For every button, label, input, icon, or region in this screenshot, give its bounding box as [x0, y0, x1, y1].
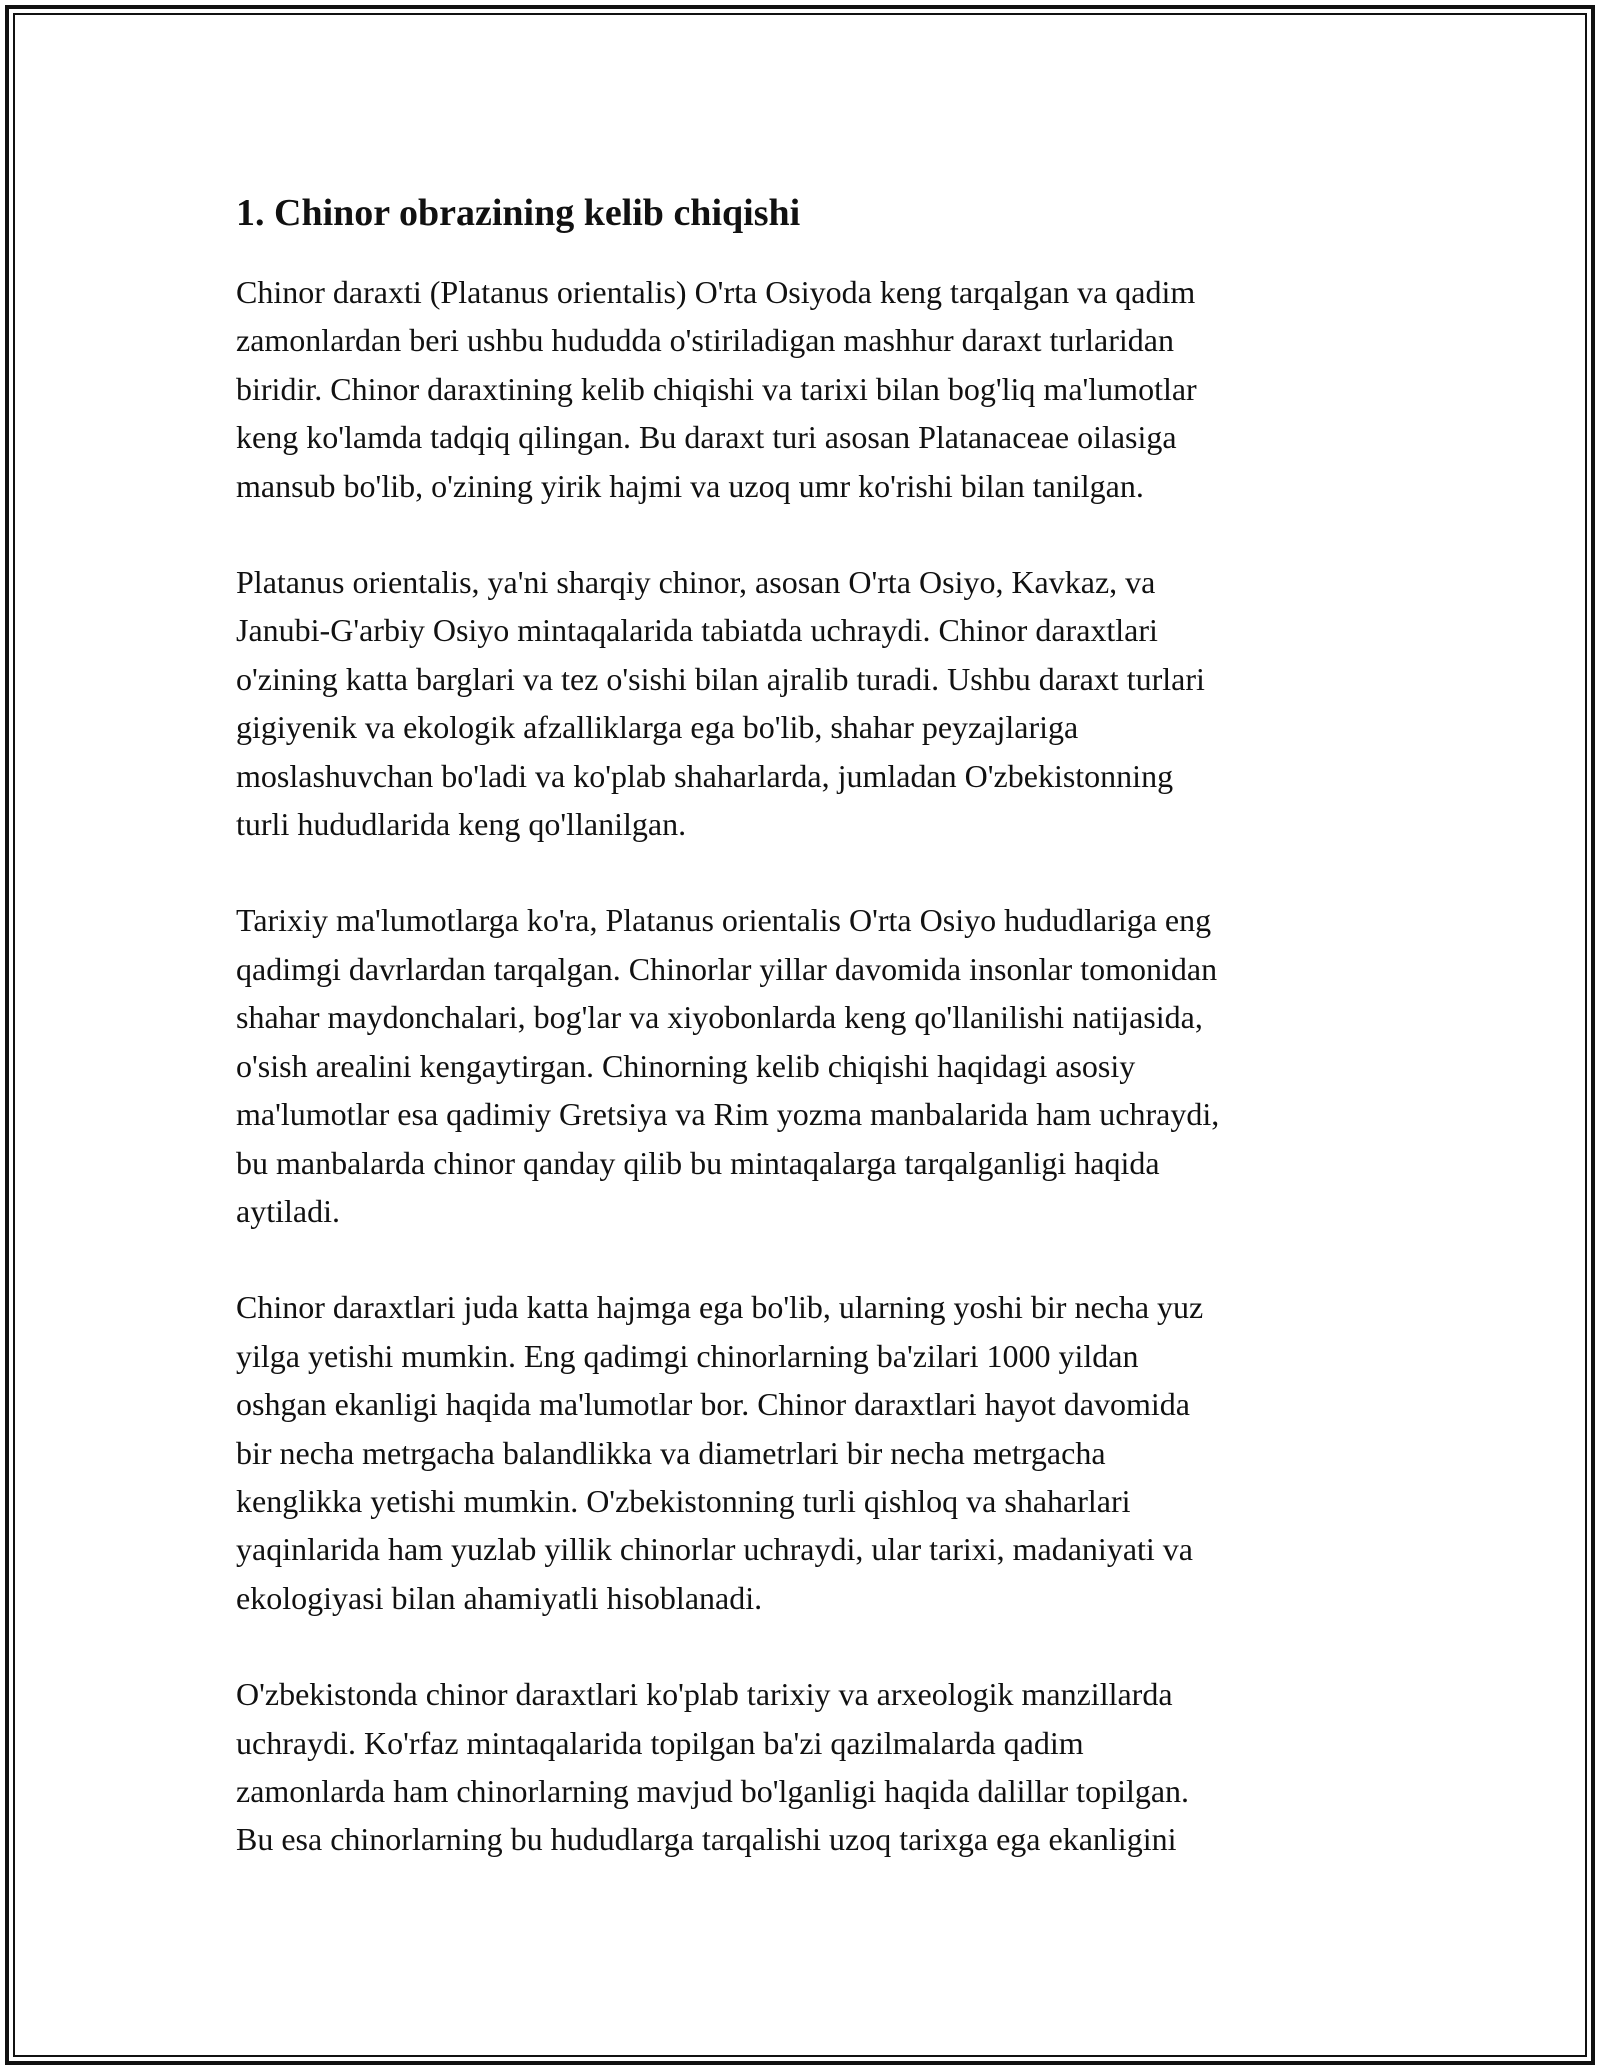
- text-line: qadimgi davrlardan tarqalgan. Chinorlar yillar davomida insonlar tomonidan: [236, 950, 1218, 987]
- text-line: bir necha metrgacha balandlikka va diametrlari bir necha metrgacha: [236, 1434, 1106, 1471]
- text-line: O'zbekistonda chinor daraxtlari ko'plab tarixiy va arxeologik manzillarda: [236, 1676, 1173, 1713]
- text-line: moslashuvchan bo'ladi va ko'plab shaharlarda, jumladan O'zbekistonning: [236, 757, 1174, 794]
- text-line: ma'lumotlar esa qadimiy Gretsiya va Rim yozma manbalarida ham uchraydi,: [236, 1096, 1220, 1133]
- text-line: Janubi-G'arbiy Osiyo mintaqalarida tabiatda uchraydi. Chinor daraxtlari: [236, 612, 1158, 649]
- text-line: aytiladi.: [236, 1192, 340, 1229]
- text-line: keng ko'lamda tadqiq qilingan. Bu daraxt turi asosan Platanaceae oilasiga: [236, 419, 1177, 456]
- paragraph: [236, 1283, 1386, 1622]
- text-line: Bu esa chinorlarning bu hududlarga tarqalishi uzoq tarixga ega ekanligini: [236, 1821, 1177, 1858]
- text-line: Tarixiy ma'lumotlarga ko'ra, Platanus orientalis O'rta Osiyo hududlariga eng: [236, 902, 1212, 939]
- text-line: Platanus orientalis, ya'ni sharqiy chinor, asosan O'rta Osiyo, Kavkaz, va: [236, 564, 1156, 601]
- text-line: ekologiyasi bilan ahamiyatli hisoblanadi.: [236, 1579, 763, 1616]
- text-line: zamonlardan beri ushbu hududda o'stiriladigan mashhur daraxt turlaridan: [236, 322, 1174, 359]
- text-line: gigiyenik va ekologik afzalliklarga ega bo'lib, shahar peyzajlariga: [236, 709, 1079, 746]
- text-line: Chinor daraxti (Platanus orientalis) O'rta Osiyoda keng tarqalgan va qadim: [236, 274, 1196, 310]
- text-line: kenglikka yetishi mumkin. O'zbekistonning turli qishloq va shaharlari: [236, 1482, 1131, 1519]
- paragraph: [236, 896, 1386, 1235]
- text-line: Chinor daraxtlari juda katta hajmga ega bo'lib, ularning yoshi bir necha yuz: [236, 1289, 1204, 1326]
- paragraph: [236, 558, 1386, 848]
- document-body: [236, 180, 1386, 1912]
- text-line: oshgan ekanligi haqida ma'lumotlar bor. Chinor daraxtlari hayot davomida: [236, 1386, 1190, 1423]
- section-heading: 1. Chinor obrazining kelib chiqishi: [236, 192, 801, 234]
- text-line: bu manbalarda chinor qanday qilib bu mintaqalarga tarqalganligi haqida: [236, 1144, 1160, 1181]
- paragraph: [236, 1670, 1386, 1864]
- text-line: uchraydi. Ko'rfaz mintaqalarida topilgan ba'zi qazilmalarda qadim: [236, 1724, 1084, 1761]
- text-line: mansub bo'lib, o'zining yirik hajmi va uzoq umr ko'rishi bilan tanilgan.: [236, 467, 1144, 504]
- text-line: yilga yetishi mumkin. Eng qadimgi chinorlarning ba'zilari 1000 yildan: [236, 1337, 1139, 1374]
- text-line: biridir. Chinor daraxtining kelib chiqishi va tarixi bilan bog'liq ma'lumotlar: [236, 370, 1197, 407]
- text-line: o'sish arealini kengaytirgan. Chinorning kelib chiqishi haqidagi asosiy: [236, 1047, 1136, 1084]
- text-line: o'zining katta barglari va tez o'sishi bilan ajralib turadi. Ushbu daraxt turlari: [236, 660, 1205, 697]
- text-line: turli hududlarida keng qo'llanilgan.: [236, 806, 687, 843]
- text-line: yaqinlarida ham yuzlab yillik chinorlar uchraydi, ular tarixi, madaniyati va: [236, 1531, 1193, 1568]
- text-line: shahar maydonchalari, bog'lar va xiyobonlarda keng qo'llanilishi natijasida,: [236, 999, 1203, 1036]
- text-line: zamonlarda ham chinorlarning mavjud bo'lganligi haqida dalillar topilgan.: [236, 1772, 1190, 1809]
- paragraph: [236, 268, 1386, 510]
